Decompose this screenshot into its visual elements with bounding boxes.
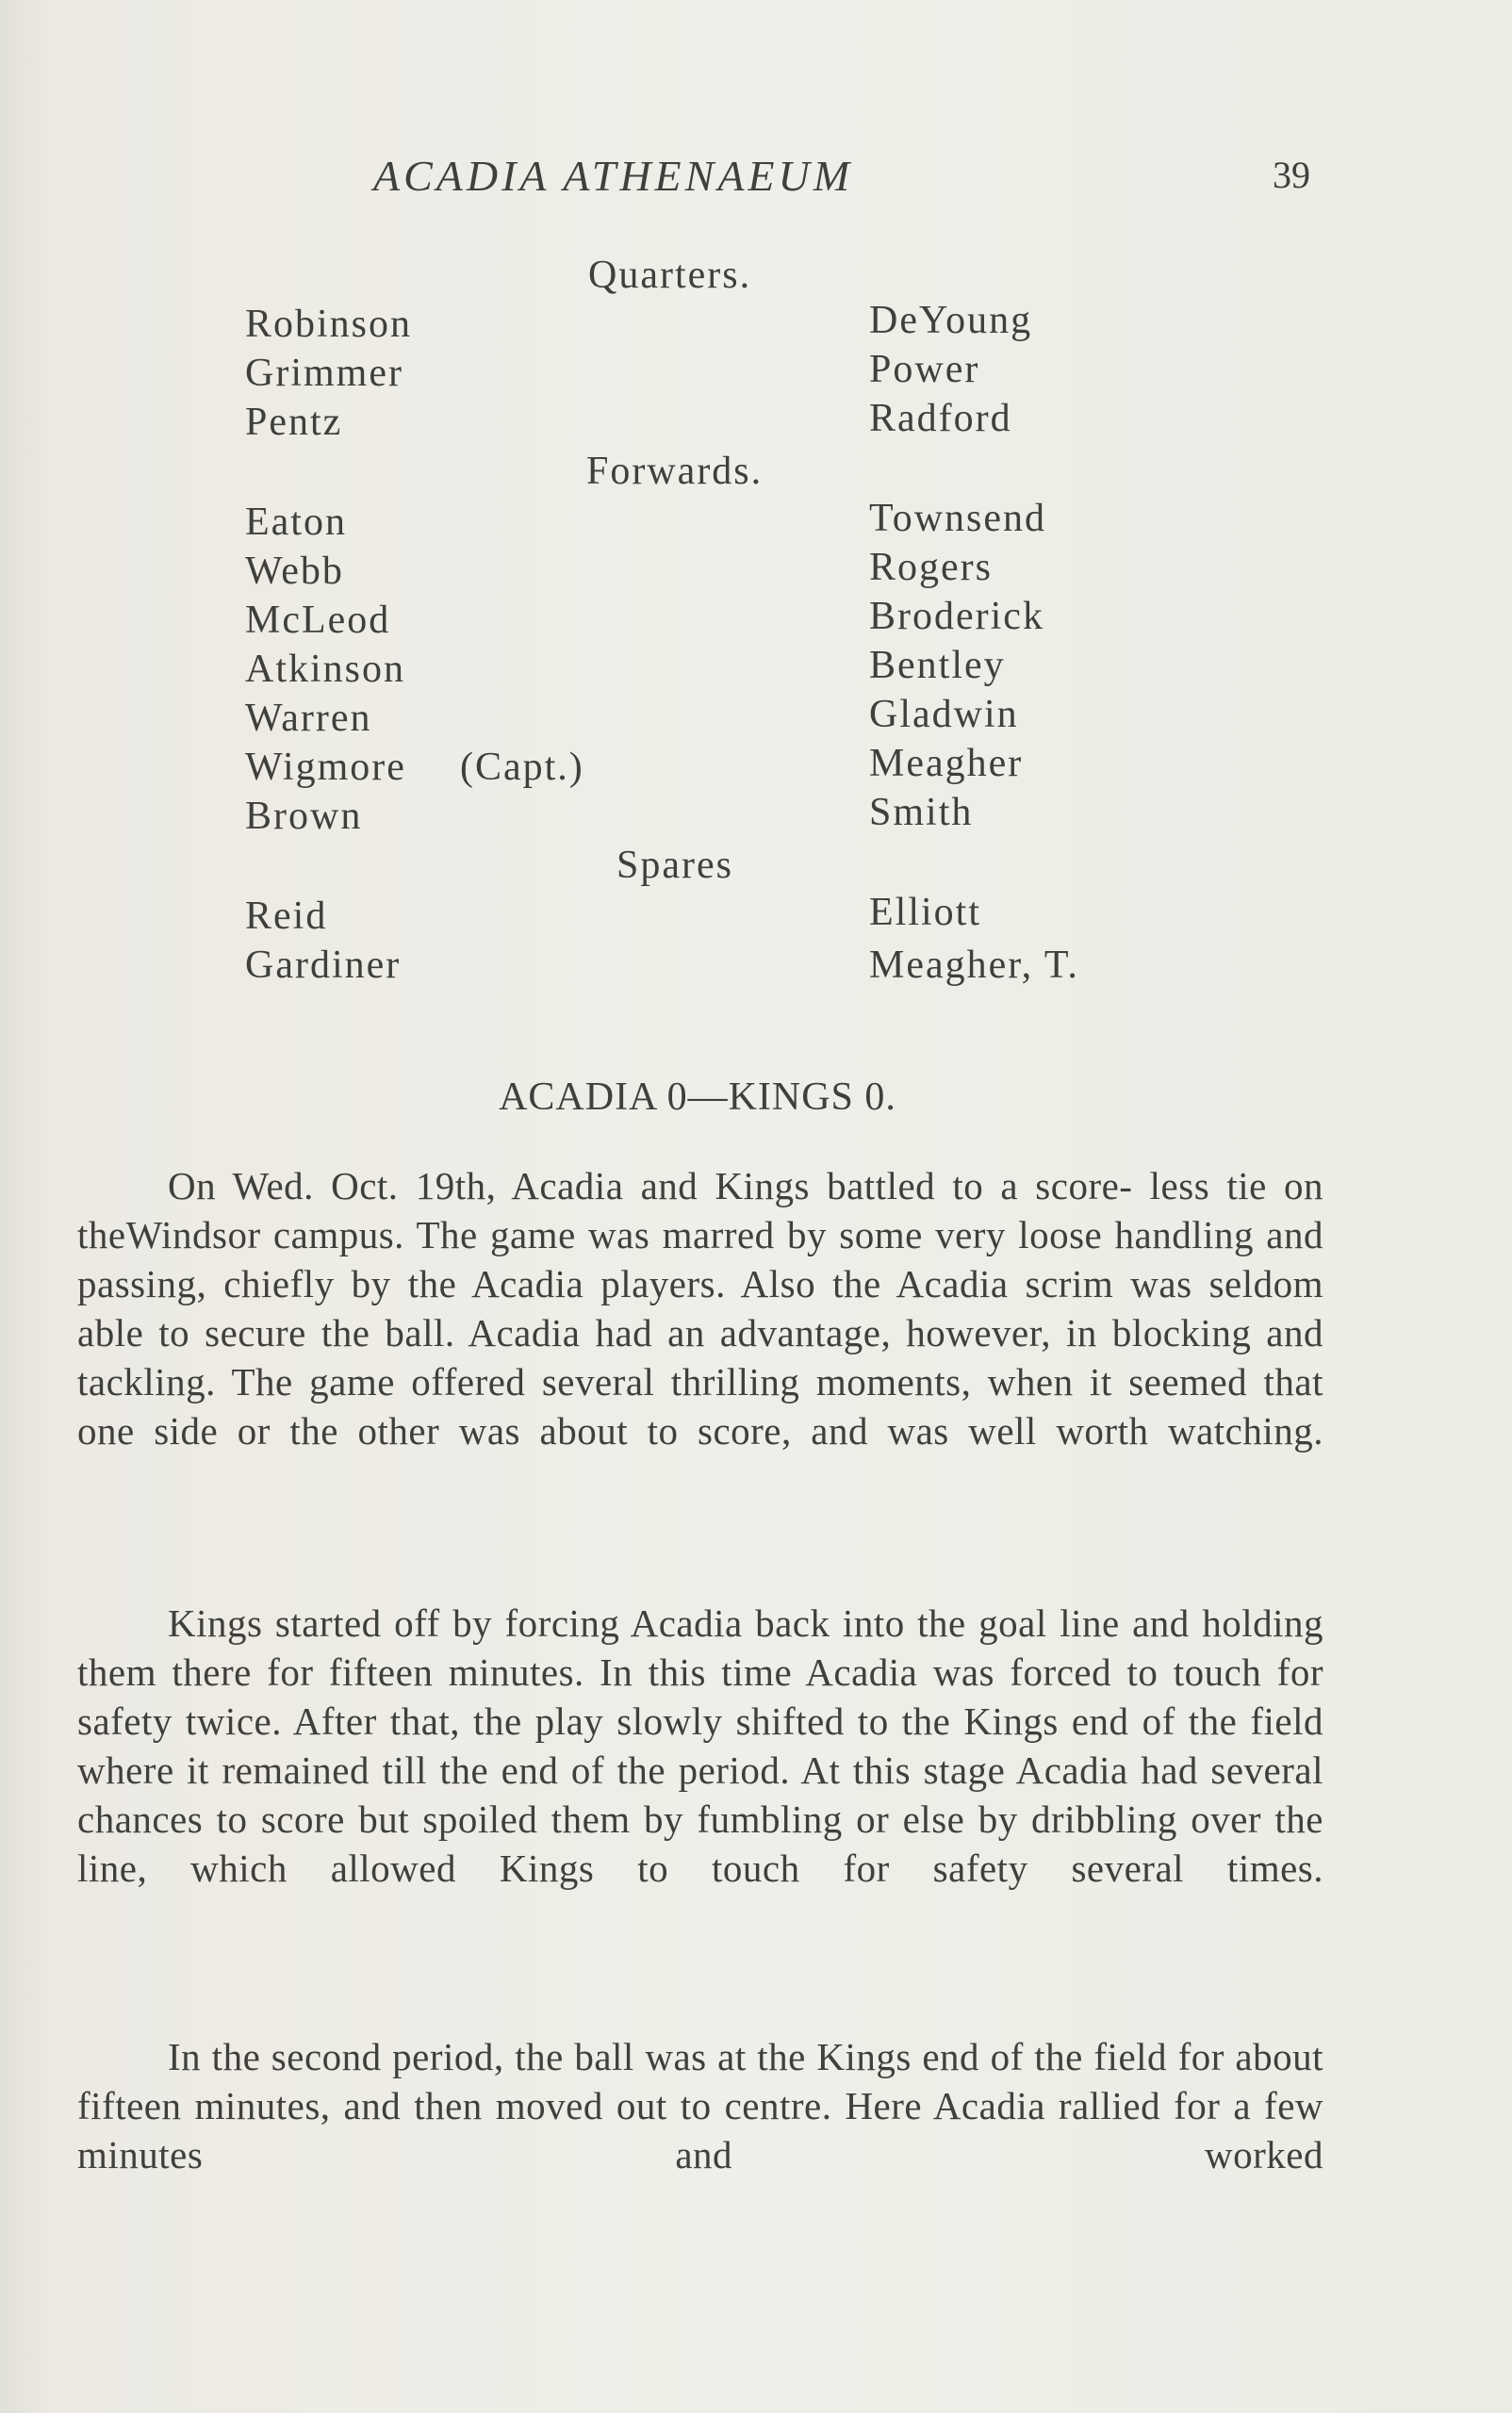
acadia-player: Grimmer xyxy=(245,352,403,395)
page-number: 39 xyxy=(1273,154,1310,196)
text-line: the ball. Acadia had an advantage, however, in blocking and xyxy=(320,1311,1324,1354)
kings-player: Elliott xyxy=(869,891,981,934)
text-line: where it remained till the end of the period. At this stage xyxy=(77,1748,1006,1792)
acadia-player: Eaton xyxy=(245,501,347,544)
kings-player: Radford xyxy=(869,397,1012,440)
text-line: it seemed that one side or the other was about to score, and xyxy=(77,1360,1324,1453)
acadia-player: Brown xyxy=(245,795,363,838)
spares-heading: Spares xyxy=(616,844,733,887)
text-line: the field for about fifteen minutes, and then moved out to xyxy=(77,2035,1323,2127)
quarters-heading: Quarters. xyxy=(588,254,752,297)
acadia-player: Atkinson xyxy=(245,648,406,691)
acadia-player: Robinson xyxy=(245,303,413,346)
kings-player: Power xyxy=(869,348,980,391)
text-line: players. Also the Acadia scrim was seldom able to secure xyxy=(77,1262,1324,1354)
acadia-player: McLeod xyxy=(245,599,391,642)
text-line: Kings to touch for safety several times. xyxy=(499,1847,1324,1890)
text-line: centre. Here Acadia rallied for a few minutes and worked xyxy=(77,2084,1324,2176)
kings-player: Rogers xyxy=(869,546,993,589)
paragraph xyxy=(77,1161,1323,1455)
forwards-heading: Forwards. xyxy=(586,450,764,493)
kings-player: Meagher xyxy=(869,742,1024,785)
text-line: some very loose handling and passing, chiefly by the Acadia xyxy=(77,1213,1323,1305)
kings-player: DeYoung xyxy=(869,299,1033,342)
kings-player: Meagher, T. xyxy=(869,944,1079,987)
paragraph xyxy=(77,1599,1323,1893)
paragraph xyxy=(77,2032,1323,2179)
text-line: fumbling or else by dribbling over the line, which allowed xyxy=(77,1797,1324,1890)
kings-player: Gladwin xyxy=(869,693,1019,736)
acadia-player: Warren xyxy=(245,697,372,740)
kings-player: Bentley xyxy=(869,644,1006,687)
acadia-player: Gardiner xyxy=(245,944,402,987)
acadia-player: Reid xyxy=(245,895,328,938)
text-line: On Wed. Oct. 19th, Acadia and Kings battled to a score- xyxy=(168,1164,1133,1207)
match-title: ACADIA 0—KINGS 0. xyxy=(499,1075,896,1119)
text-line: was well worth watching. xyxy=(887,1409,1324,1453)
text-line: tackling. The game offered several thrilling moments, when xyxy=(77,1360,1074,1403)
text-line: In the second period, the ball was at the Kings end of xyxy=(168,2035,1024,2078)
acadia-player: Pentz xyxy=(245,401,343,444)
captain-note: (Capt.) xyxy=(460,746,584,789)
acadia-player: Wigmore xyxy=(245,746,406,789)
text-line: Acadia had several chances to score but spoiled them by xyxy=(77,1748,1323,1841)
text-line: that, the play slowly shifted to the Kings end of the field xyxy=(389,1699,1324,1743)
running-head: ACADIA ATHENAEUM xyxy=(373,152,854,200)
text-line: less tie on theWindsor campus. The game was marred by xyxy=(77,1164,1324,1256)
text-line: line and holding them there for fifteen minutes. In this xyxy=(77,1601,1324,1694)
kings-player: Smith xyxy=(869,791,974,834)
text-line: time Acadia was forced to touch for safety twice. After xyxy=(77,1650,1323,1743)
kings-player: Townsend xyxy=(869,497,1047,540)
acadia-player: Webb xyxy=(245,550,344,593)
kings-player: Broderick xyxy=(869,595,1044,638)
text-line: Kings started off by forcing Acadia back into the goal xyxy=(168,1601,1047,1645)
